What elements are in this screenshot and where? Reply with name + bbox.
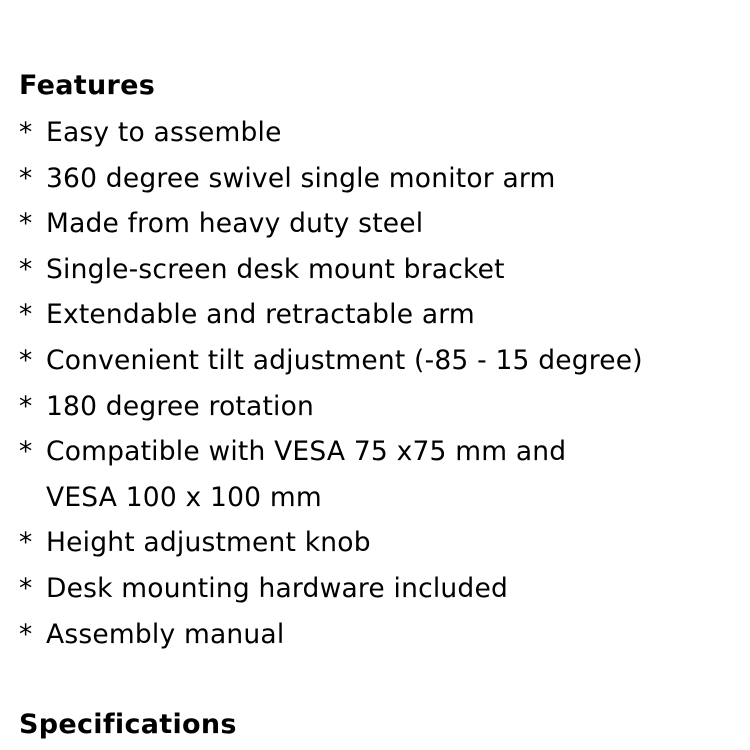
feature-item bbox=[19, 338, 643, 384]
bullet-marker: * bbox=[19, 390, 33, 422]
feature-text: Compatible with VESA 75 x75 mm and bbox=[46, 436, 567, 468]
feature-item bbox=[19, 292, 643, 338]
feature-text: Easy to assemble bbox=[46, 117, 282, 148]
bullet-marker: * bbox=[19, 618, 33, 650]
feature-item bbox=[19, 429, 643, 520]
feature-text: Assembly manual bbox=[46, 618, 285, 650]
feature-item bbox=[19, 566, 643, 612]
bullet-marker: * bbox=[19, 572, 33, 604]
feature-text: Made from heavy duty steel bbox=[46, 208, 424, 240]
feature-text: Convenient tilt adjustment (-85 - 15 degree) bbox=[46, 344, 643, 376]
bullet-marker: * bbox=[19, 253, 33, 285]
feature-item bbox=[19, 384, 643, 430]
feature-text: Height adjustment knob bbox=[46, 527, 371, 559]
feature-text: Desk mounting hardware included bbox=[46, 572, 508, 604]
feature-text: 180 degree rotation bbox=[46, 390, 315, 422]
feature-item bbox=[19, 156, 643, 202]
feature-item bbox=[19, 110, 643, 156]
feature-item bbox=[19, 612, 643, 658]
bullet-marker: * bbox=[19, 436, 33, 468]
bullet-marker: * bbox=[19, 208, 33, 240]
feature-text: Single-screen desk mount bracket bbox=[46, 253, 505, 285]
feature-text: Extendable and retractable arm bbox=[46, 299, 475, 331]
features-heading: Features bbox=[19, 70, 156, 101]
bullet-marker: * bbox=[19, 299, 33, 331]
feature-text: 360 degree swivel single monitor arm bbox=[46, 162, 556, 194]
feature-text-continuation: VESA 100 x 100 mm bbox=[46, 481, 322, 513]
bullet-marker: * bbox=[19, 162, 33, 194]
bullet-marker: * bbox=[19, 527, 33, 559]
feature-item bbox=[19, 247, 643, 293]
features-list bbox=[19, 110, 643, 657]
bullet-marker: * bbox=[19, 344, 33, 376]
bullet-marker: * bbox=[19, 117, 33, 148]
specifications-heading: Specifications bbox=[19, 709, 237, 740]
feature-item bbox=[19, 201, 643, 247]
feature-item bbox=[19, 520, 643, 566]
